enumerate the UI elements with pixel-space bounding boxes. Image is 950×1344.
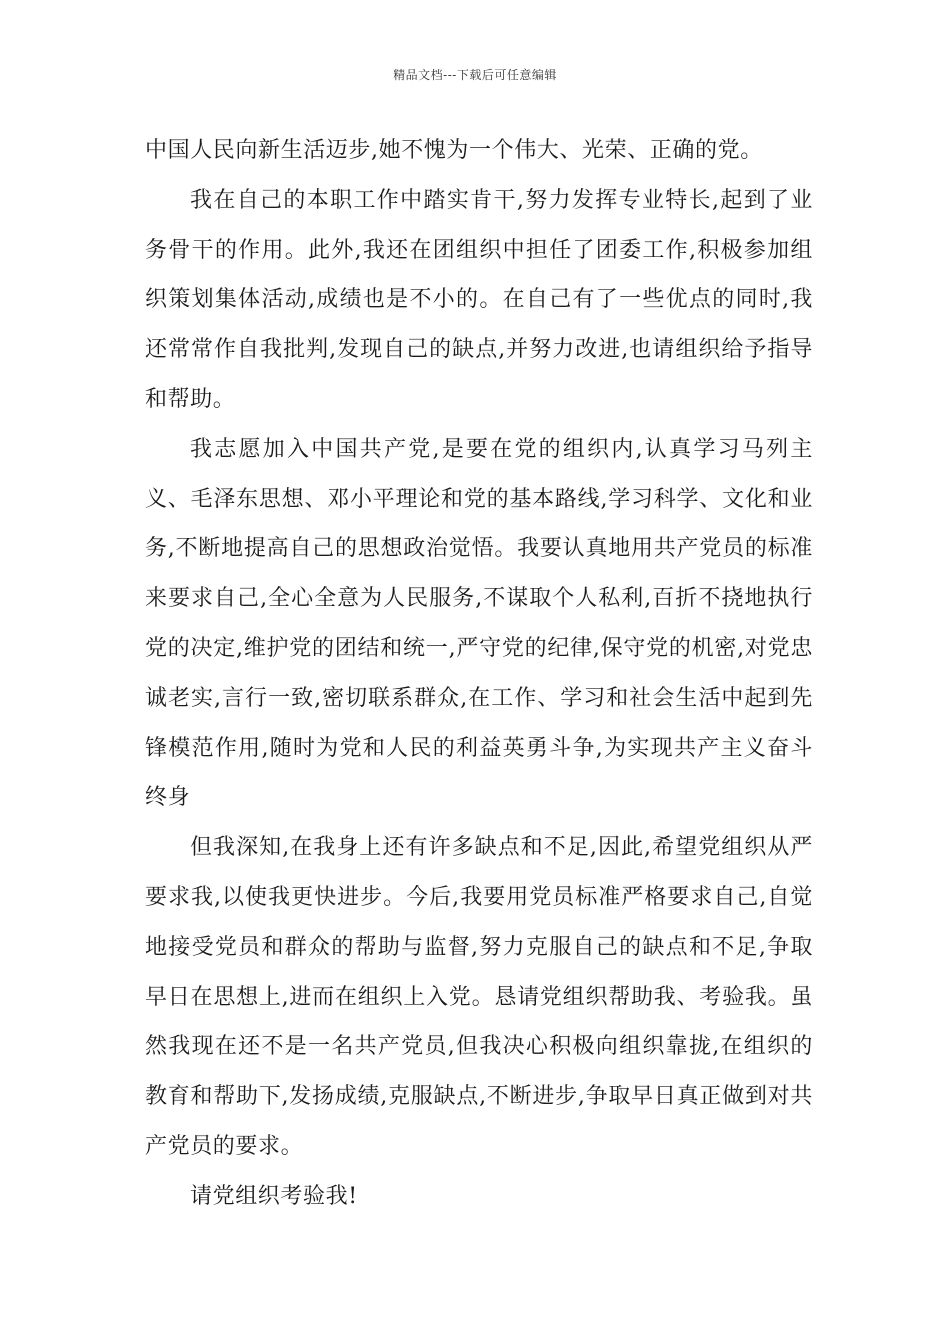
paragraph-3: 我志愿加入中国共产党,是要在党的组织内,认真学习马列主义、毛泽东思想、邓小平理论和党的基本路线,学习科学、文化和业务,不断地提高自己的思想政治觉悟。我要认真地用共产党员的标准来要求自己,全心全意为人民服务,不谋取个人私利,百折不挠地执行党的决定,维护党的团结和统一,严守党的纪律,保守党的机密,对党忠诚老实,言行一致,密切联系群众,在工作、学习和社会生活中起到先锋模范作用,随时为党和人民的利益英勇斗争,为实现共产主义奋斗终身 (145, 436, 813, 811)
page-header: 精品文档---下载后可任意编辑 (393, 68, 557, 82)
document-body (145, 126, 813, 1222)
paragraph-2: 我在自己的本职工作中踏实肯干,努力发挥专业特长,起到了业务骨干的作用。此外,我还在团组织中担任了团委工作,积极参加组织策划集体活动,成绩也是不小的。在自己有了一些优点的同时,我还常常作自我批判,发现自己的缺点,并努力改进,也请组织给予指导和帮助。 (145, 187, 813, 412)
paragraph-5: 请党组织考验我! (190, 1183, 358, 1209)
paragraph-4: 但我深知,在我身上还有许多缺点和不足,因此,希望党组织从严要求我,以使我更快进步。今后,我要用党员标准严格要求自己,自觉地接受党员和群众的帮助与监督,努力克服自己的缺点和不足,争取早日在思想上,进而在组织上入党。恳请党组织帮助我、考验我。虽然我现在还不是一名共产党员,但我决心积极向组织靠拢,在组织的教育和帮助下,发扬成绩,克服缺点,不断进步,争取早日真正做到对共产党员的要求。 (145, 835, 813, 1159)
paragraph-1: 中国人民向新生活迈步,她不愧为一个伟大、光荣、正确的党。 (145, 138, 763, 163)
